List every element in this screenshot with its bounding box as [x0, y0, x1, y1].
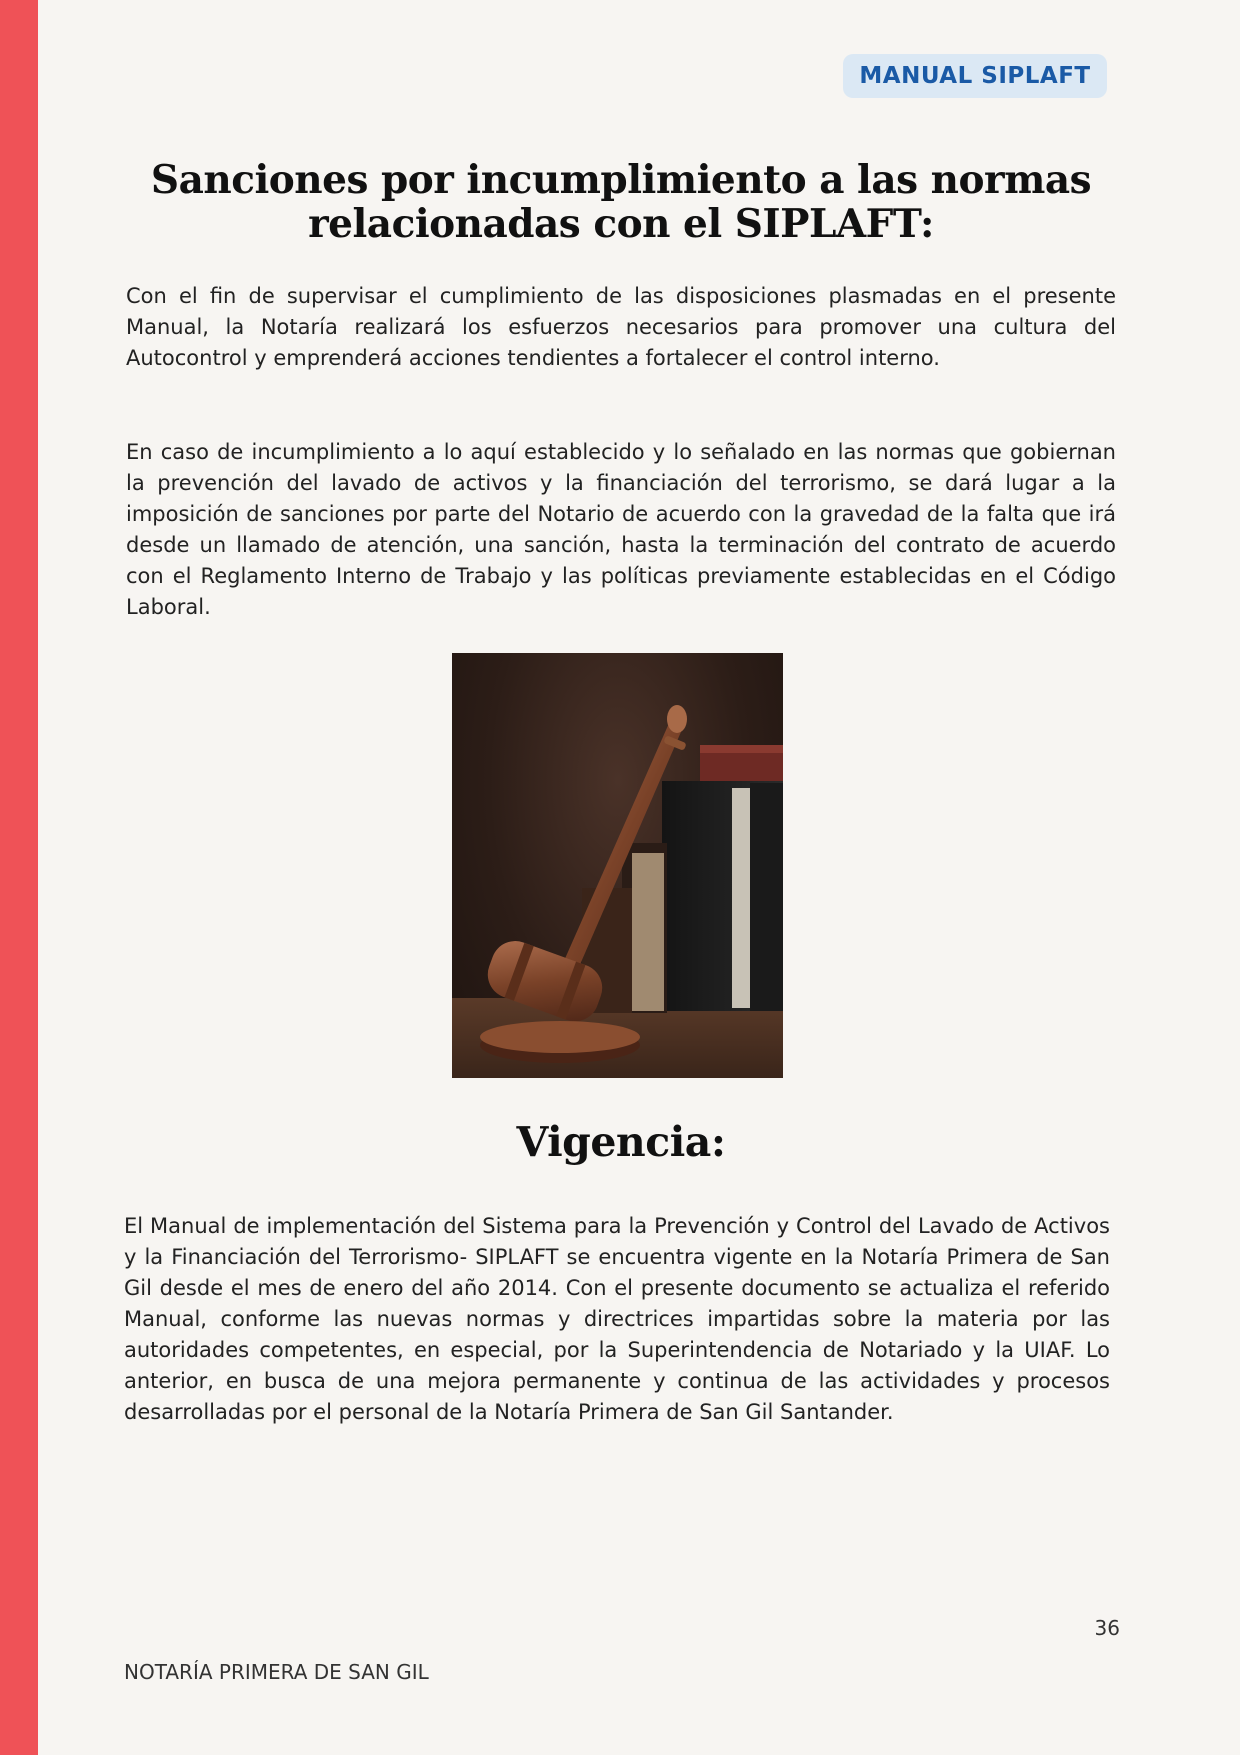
gavel-and-books-photo: [452, 653, 783, 1078]
accent-side-bar: [0, 0, 38, 1755]
header-badge: MANUAL SIPLAFT: [843, 54, 1107, 98]
section-title-vigencia: Vigencia:: [516, 1118, 726, 1166]
gavel-illustration: [452, 653, 783, 1078]
footer-organization: NOTARÍA PRIMERA DE SAN GIL: [124, 1660, 429, 1684]
section-title-sanciones: Sanciones por incumplimiento a las normas relacionadas con el SIPLAFT:: [150, 157, 1092, 247]
paragraph-autocontrol: Con el fin de supervisar el cumplimiento de las disposiciones plasmadas en el presente Manual, la Notaría realizará los esfuerzos necesarios para promover una cultura del Autocontrol y emprenderá acciones tendientes a fortalecer el control interno.: [126, 284, 1116, 370]
page-number: 36: [1094, 1616, 1120, 1640]
paragraph-incumplimiento: En caso de incumplimiento a lo aquí establecido y lo señalado en las normas que gobiernan la prevención del lavado de activos y la financiación del terrorismo, se dará lugar a la imposición de sanciones por parte del Notario de acuerdo con la gravedad de la falta que irá desde un llamado de atención, una sanción, hasta la terminación del contrato de acuerdo con el Reglamento Interno de Trabajo y las políticas previamente establecidas en el Código Laboral.: [126, 440, 1116, 619]
paragraph-vigencia: El Manual de implementación del Sistema para la Prevención y Control del Lavado de Activos y la Financiación del Terrorismo- SIPLAFT se encuentra vigente en la Notaría Primera de San Gil desde el mes de enero del año 2014. Con el presente documento se actualiza el referido Manual, conforme las nuevas normas y directrices impartidas sobre la materia por las autoridades competentes, en especial, por la Superintendencia de Notariado y la UIAF. Lo anterior, en busca de una mejora permanente y continua de las actividades y procesos desarrolladas por el personal de la Notaría Primera de San Gil Santander.: [124, 1214, 1110, 1424]
